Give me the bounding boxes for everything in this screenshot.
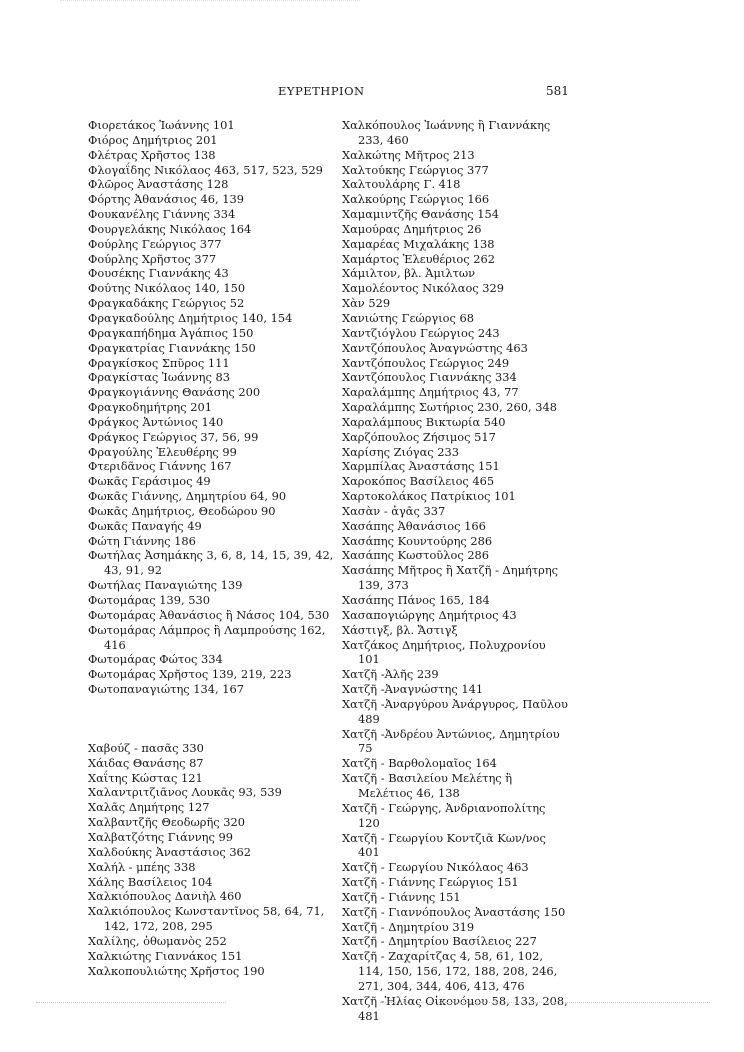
- index-entry: Χατζῆ -Ἀλῆς 239: [342, 667, 439, 682]
- index-entry: Χατζῆ - Γεωργίου Νικόλαος 463: [342, 860, 529, 875]
- index-entry: Χαραλάμπους Βικτωρία 540: [342, 414, 506, 429]
- index-entry: Χασάπης Κωστοῦλος 286: [342, 548, 490, 563]
- index-entry: Χαλδούκης Ἀναστάσιος 362: [88, 844, 252, 859]
- index-entry: Φωκᾶς Γεράσιμος 49: [88, 474, 211, 489]
- index-entry: Χαλᾶς Δημήτρης 127: [88, 800, 210, 815]
- index-entry: Φώτη Γιάννης 186: [88, 533, 196, 548]
- index-entry: Χατζῆ - Ζαχαρίτζας 4, 58, 61, 102, 114, 150, 156, 172, 188, 208, 246, 271, 304, 344, 406, 413, 476: [342, 949, 558, 993]
- index-entry: Χαρίσης Ζιόγας 233: [342, 444, 460, 459]
- index-entry: Χαλκιόπουλος Κωνσταντῖνος 58, 64, 71, 142, 172, 208, 295: [88, 904, 325, 934]
- index-column-right: [342, 118, 570, 1023]
- index-entry: Φουκανέλης Γιάννης 334: [88, 207, 236, 222]
- index-entry: Χαμαρέας Μιχαλάκης 138: [342, 236, 495, 251]
- index-section-chi-continued: [342, 118, 570, 1023]
- index-entry: Φούρλης Χρῆστος 377: [88, 251, 217, 266]
- index-entry: Χατζῆ -Ἀναγνώστης 141: [342, 682, 484, 697]
- index-entry: Χαλκούρης Γεώργιος 166: [342, 192, 490, 207]
- index-entry: Φωτομάρας 139, 530: [88, 593, 210, 607]
- index-entry: Χαντζόπουλος Γιαννάκης 334: [342, 370, 517, 385]
- index-column-left: [88, 118, 338, 978]
- index-section-phi: [88, 118, 338, 697]
- index-entry: Φούρλης Γεώργιος 377: [88, 236, 222, 251]
- index-entry: Χατζῆ - Βασιλείου Μελέτης ἢ Μελέτιος 46, 138: [342, 771, 513, 800]
- index-entry: Φραγκογιάννης Θανάσης 200: [88, 385, 261, 400]
- index-entry: Χαντζιόγλου Γεώργιος 243: [342, 325, 500, 340]
- index-entry: Φτεριδᾶνος Γιάννης 167: [88, 459, 232, 474]
- index-section-chi: [88, 741, 338, 979]
- index-entry: Χαλβαντζῆς Θεοδωρῆς 320: [88, 815, 246, 830]
- index-entry: Χαραλάμπης Σωτήριος 230, 260, 348: [342, 400, 558, 415]
- page-number: 581: [546, 84, 569, 98]
- index-entry: Χατζῆ - Δημητρίου 319: [342, 919, 475, 934]
- index-entry: Φραγκαπήδημα Ἀγάπιος 150: [88, 325, 254, 340]
- index-entry: Χατζῆ -Ἀνδρέου Ἀντώνιος, Δημητρίου 75: [342, 726, 560, 756]
- index-entry: Χαβούζ - πασᾶς 330: [88, 740, 204, 755]
- index-entry: Χατζάκος Δημήτριος, Πολυχρονίου 101: [342, 637, 546, 667]
- index-entry: Φωκᾶς Γιάννης, Δημητρίου 64, 90: [88, 489, 287, 504]
- page-header: [0, 84, 744, 104]
- index-entry: Χαΐτης Κώστας 121: [88, 770, 203, 785]
- index-entry: Χαμολέοντος Νικόλαος 329: [342, 281, 505, 296]
- index-entry: Χαμάρτος Ἐλευθέριος 262: [342, 251, 496, 266]
- index-entry: Φωτήλας Παναγιώτης 139: [88, 578, 243, 593]
- index-entry: Χασάπης Πάνος 165, 184: [342, 593, 490, 607]
- index-entry: Χασαπογιώργης Δημήτριος 43: [342, 607, 517, 622]
- index-entry: Χαμούρας Δημήτριος 26: [342, 221, 482, 236]
- index-entry: Φλῶρος Ἀναστάσης 128: [88, 177, 229, 192]
- index-entry: Χαμαμιντζῆς Θανάσης 154: [342, 207, 499, 222]
- index-entry: Χαρμπίλας Ἀναστάσης 151: [342, 459, 500, 474]
- index-entry: Χασάπης Ἀθανάσιος 166: [342, 518, 486, 533]
- index-entry: Φουσέκης Γιαννάκης 43: [88, 266, 229, 281]
- index-entry: Χάστιγξ, βλ. Ἄστιγξ: [342, 622, 458, 637]
- index-entry: Χαλκιώτης Γιαννάκος 151: [88, 948, 243, 963]
- index-entry: Χαντζόπουλος Γεώργιος 249: [342, 355, 510, 370]
- index-entry: Χαντζόπουλος Ἀναγνώστης 463: [342, 340, 528, 355]
- index-entry: Χατζῆ - Γιάννης 151: [342, 889, 461, 904]
- index-entry: Φωτομάρας Χρῆστος 139, 219, 223: [88, 667, 292, 682]
- footer-rule-right: [380, 1002, 710, 1003]
- index-entry: Χατζῆ - Γιαννόπουλος Ἀναστάσης 150: [342, 904, 566, 919]
- index-entry: Χὰν 529: [342, 296, 391, 311]
- index-entry: Φωτοπαναγιώτης 134, 167: [88, 682, 244, 697]
- index-entry: Χαραλάμπης Δημήτριος 43, 77: [342, 385, 519, 400]
- index-entry: Χασὰν - ἀγᾶς 337: [342, 503, 446, 518]
- index-entry: Φιορετάκος Ἰωάννης 101: [88, 118, 235, 132]
- index-entry: Χαρτοκολάκος Πατρίκιος 101: [342, 489, 516, 504]
- index-entry: Φουργελάκης Νικόλαος 164: [88, 221, 252, 236]
- index-entry: Φωτήλας Ἀσημάκης 3, 6, 8, 14, 15, 39, 42, 43, 91, 92: [88, 548, 334, 578]
- index-entry: Φωτομάρας Ἀθανάσιος ἢ Νάσος 104, 530: [88, 607, 330, 622]
- top-scan-edge: [60, 0, 360, 1]
- index-entry: Φραγκίστας Ἰωάννης 83: [88, 370, 230, 385]
- index-entry: Χατζῆ -Ἀναργύρου Ἀνάργυρος, Παῦλου 489: [342, 696, 568, 726]
- index-entry: Χατζῆ -Ἡλίας Οἰκονόμου 58, 133, 208, 481: [342, 993, 568, 1023]
- index-entry: Χαλήλ - μπέης 338: [88, 859, 196, 874]
- index-entry: Χατζῆ - Γιάννης Γεώργιος 151: [342, 875, 519, 890]
- index-entry: Φραγκίσκος Σπῦρος 111: [88, 355, 230, 370]
- index-entry: Φωτομάρας Φώτος 334: [88, 652, 223, 667]
- index-entry: Φωκᾶς Δημήτριος, Θεοδώρου 90: [88, 503, 276, 518]
- index-entry: Φωκᾶς Παναγής 49: [88, 518, 202, 533]
- index-entry: Φραγκοδημήτρης 201: [88, 400, 212, 415]
- index-entry: Φωτομάρας Λάμπρος ἢ Λαμπρούσης 162, 416: [88, 622, 326, 652]
- index-entry: Φράγκος Ἀντώνιος 140: [88, 414, 224, 429]
- section-gap: [88, 697, 338, 741]
- index-entry: Χαλβατζότης Γιάννης 99: [88, 829, 233, 844]
- index-entry: Χαλκώτης Μῆτρος 213: [342, 147, 475, 162]
- index-entry: Φράγκος Γεώργιος 37, 56, 99: [88, 429, 259, 444]
- index-entry: Φόρτης Ἀθανάσιος 46, 139: [88, 192, 244, 207]
- index-entry: Χαλίλης, ὀθωμανὸς 252: [88, 933, 227, 948]
- index-entry: Χατζῆ - Βαρθολομαῖος 164: [342, 756, 497, 771]
- index-entry: Χατζῆ - Γεωργίου Κοντζιᾶ Κων/νος 401: [342, 830, 546, 860]
- index-entry: Χάλης Βασίλειος 104: [88, 874, 213, 889]
- index-entry: Χάιδας Θανάσης 87: [88, 755, 204, 770]
- index-entry: Χαλκόπουλος Ἰωάννης ἢ Γιαννάκης 233, 460: [342, 118, 551, 147]
- index-entry: Χαλτουλάρης Γ. 418: [342, 177, 461, 192]
- index-entry: Φραγούλης Ἐλευθέρης 99: [88, 444, 237, 459]
- index-entry: Φούτης Νικόλαος 140, 150: [88, 281, 246, 296]
- index-entry: Χαροκόπος Βασίλειος 465: [342, 474, 495, 489]
- footer-rule-left: [36, 1002, 226, 1003]
- index-entry: Φραγκαδούλης Δημήτριος 140, 154: [88, 310, 293, 325]
- index-entry: Χατζῆ - Γεώργης, Ἀνδριανοπολίτης 120: [342, 800, 546, 830]
- index-entry: Φραγκατρίας Γιαννάκης 150: [88, 340, 256, 355]
- index-entry: Φλέτρας Χρῆστος 138: [88, 147, 216, 162]
- index-entry: Χαλκοπουλιώτης Χρῆστος 190: [88, 963, 265, 978]
- index-entry: Χαλτούκης Γεώργιος 377: [342, 162, 489, 177]
- index-entry: Χατζῆ - Δημητρίου Βασίλειος 227: [342, 934, 537, 949]
- index-entry: Χανιώτης Γεώργιος 68: [342, 310, 475, 325]
- running-head: ΕΥΡΕΤΗΡΙΟΝ: [278, 84, 365, 98]
- index-entry: Φιόρος Δημήτριος 201: [88, 132, 218, 147]
- index-entry: Φλογαΐδης Νικόλαος 463, 517, 523, 529: [88, 162, 323, 177]
- index-entry: Χαλαντριτζιᾶνος Λουκᾶς 93, 539: [88, 785, 282, 800]
- index-entry: Φραγκαδάκης Γεώργιος 52: [88, 296, 245, 311]
- index-entry: Χασάπης Κουντούρης 286: [342, 533, 493, 548]
- index-entry: Χάμιλτον, βλ. Ἀμιλτων: [342, 266, 476, 281]
- index-entry: Χασάπης Μῆτρος ἢ Χατζῆ - Δημήτρης 139, 373: [342, 563, 559, 593]
- index-entry: Χαλκιόπουλος Δανιὴλ 460: [88, 889, 242, 904]
- index-entry: Χαρζόπουλος Ζήσιμος 517: [342, 429, 496, 444]
